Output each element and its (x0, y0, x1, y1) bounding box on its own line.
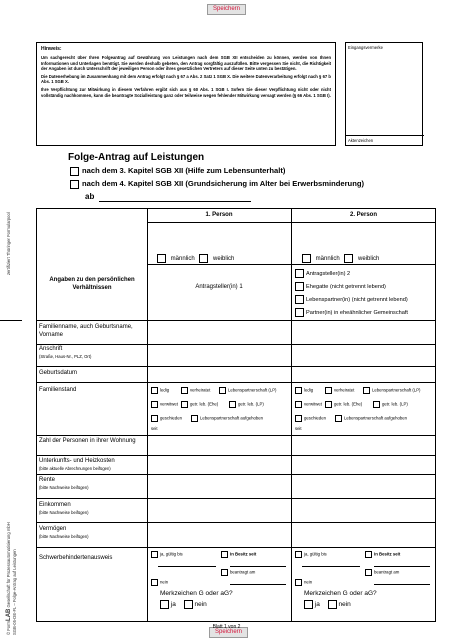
p2-widowed (295, 401, 322, 408)
brand-logo: LAB (6, 608, 12, 621)
person-2-header: 2. Person (349, 212, 377, 218)
chapter-4-checkbox[interactable] (70, 180, 79, 189)
p2-widowed-checkbox[interactable] (295, 401, 302, 408)
p1-disab-yes-label: ja, gültig bis (160, 551, 183, 557)
p1-male-checkbox[interactable] (157, 254, 166, 263)
p1-sep-marr-label: getr. leb. (Ehe) (190, 401, 219, 407)
applicant-1-label: Antragsteller(in) 1 (195, 284, 243, 290)
address-row-hint: (Straße, Haus-Nr., PLZ, Ort) (39, 354, 92, 359)
p1-lp-dissolved-checkbox[interactable] (191, 415, 198, 422)
p1-disab-applied (221, 569, 255, 576)
p2-role-3 (295, 295, 408, 304)
p2-role-4 (295, 308, 408, 317)
notice-paragraph-3: Ihre Verpflichtung zur Mitwirkung in diesem Verfahren ergibt sich aus § 60 Abs. 1 SGB I. Sofern Sie dieser Verpflichtung nicht oder nicht vollständig nachkommen, kann die beantragte Sozialleistung ganz oder teilweise wegen fehlender Mitwirkung versagt werden (§ 66 Abs. 1 SGB I). (41, 86, 331, 98)
p2-lp-dissolved-label: Lebenspartnerschaft aufgehoben (344, 415, 408, 421)
family-row-label: Familienstand (39, 387, 77, 393)
p2-disab-applied-checkbox[interactable] (365, 569, 372, 576)
p2-female-label: weiblich (358, 256, 380, 263)
p1-disab-owned-label: In Besitz seit (230, 551, 257, 557)
row-line-persons (36, 455, 436, 456)
p2-sep-lp-checkbox[interactable] (373, 401, 380, 408)
p2-marks-yes-checkbox[interactable] (304, 600, 313, 609)
side-certification-text: zertifiziert Thüringer Formularpool (6, 212, 11, 275)
p2-sep-marr-label: getr. leb. (Ehe) (334, 401, 363, 407)
p2-valid-until-field[interactable] (302, 566, 360, 567)
p2-disab-yes-checkbox[interactable] (295, 551, 302, 558)
option-chapter-4 (70, 179, 364, 189)
p2-married (325, 387, 354, 394)
p2-disab-owned-checkbox[interactable] (365, 551, 372, 558)
p1-disab-owned (221, 551, 256, 558)
row-line-gender (147, 264, 436, 265)
assets-row-hint: (bitte Nachweise beifügen) (39, 534, 89, 539)
p1-widowed-checkbox[interactable] (151, 401, 158, 408)
file-ref-label: Aktenzeichen (348, 138, 374, 143)
p2-marks-no-label: nein (338, 601, 351, 609)
p1-disab-applied-label: beantragt am (230, 569, 256, 575)
p2-disab-yes (295, 551, 327, 558)
save-button-bottom[interactable]: Speichern (209, 627, 248, 638)
p2-role-1-label: Antragsteller(in) 2 (306, 270, 351, 277)
p2-disab-applied-label: beantragt am (374, 569, 400, 575)
p1-married-label: verheiratet (190, 387, 211, 393)
p2-disab-no-checkbox[interactable] (295, 579, 302, 586)
p1-owned-since-field[interactable] (230, 566, 286, 567)
p1-applied-date-field[interactable] (230, 584, 286, 585)
stamp-divider (346, 135, 424, 136)
costs-row-label[interactable]: Unterkunfts- und Heizkosten (39, 458, 115, 464)
p1-married-checkbox[interactable] (181, 387, 188, 394)
p1-sep-lp-label: getr. leb. (LP) (238, 401, 264, 407)
row-line-address (36, 366, 436, 367)
p1-sep-marr (181, 401, 218, 408)
p2-disab-no-label: nein (304, 579, 313, 585)
p1-widowed (151, 401, 178, 408)
row-line-header (147, 222, 436, 223)
p1-widowed-label: verwitwet (160, 401, 178, 407)
p2-disab-owned-label: In Besitz seit (374, 551, 401, 557)
option-chapter-3 (70, 166, 285, 176)
p1-since-label[interactable]: seit (151, 426, 158, 431)
p2-male-label: männlich (315, 256, 340, 263)
assets-row-label[interactable]: Vermögen (39, 526, 67, 532)
p1-divorced-checkbox[interactable] (151, 415, 158, 422)
p2-divorced-label: geschieden (304, 415, 326, 421)
chapter-3-checkbox[interactable] (70, 167, 79, 176)
p2-since-label[interactable]: seit (295, 426, 302, 431)
p2-marks-no-checkbox[interactable] (328, 600, 337, 609)
p2-disab-applied (365, 569, 399, 576)
p1-lp (219, 387, 277, 394)
chapter-3-label: nach dem 3. Kapitel SGB XII (Hilfe zum Lebensunterhalt) (82, 166, 286, 175)
p1-lp-label: Lebenspartnerschaft (LP) (228, 387, 277, 393)
address-row-label[interactable]: Anschrift (39, 346, 63, 352)
p2-female-checkbox[interactable] (344, 254, 353, 263)
pension-row-hint: (bitte Nachweise beifügen) (39, 485, 89, 490)
persons-row-label[interactable]: Zahl der Personen in ihrer Wohnung (39, 438, 136, 444)
personal-section-header: Angaben zu den persönlichen Verhältnissen (49, 277, 135, 291)
stamp-box (345, 42, 423, 146)
row-line-assets (36, 547, 436, 548)
p2-lp (363, 387, 421, 394)
p2-sep-marr (325, 401, 362, 408)
row-line-personal (36, 320, 436, 321)
row-line-pension (36, 498, 436, 499)
p1-disab-no-checkbox[interactable] (151, 579, 158, 586)
col-divider-left (147, 208, 148, 622)
p2-single-label: ledig (304, 387, 314, 393)
p2-disab-no (295, 579, 312, 586)
received-label: Eingangsvermerke (348, 45, 383, 50)
p1-disab-yes (151, 551, 183, 558)
p1-lp-checkbox[interactable] (219, 387, 226, 394)
col-divider-mid (291, 208, 292, 622)
p2-gender (302, 254, 379, 263)
p1-marks-yes-checkbox[interactable] (160, 600, 169, 609)
p1-marks-yes-label: ja (170, 601, 176, 609)
p1-sep-lp-checkbox[interactable] (229, 401, 236, 408)
row-line-costs (36, 474, 436, 475)
costs-row-hint: (bitte aktuelle Abrechnungen beifügen) (39, 466, 111, 471)
notice-paragraph-2: Die Datenerhebung im Zusammenhang mit dem Antrag erfolgt nach § 67 a Abs. 2 Satz 1 SGB X. Die weitere Datenverarbeitung erfolgt nach § 67 b Abs. 1 SGB X. (41, 73, 331, 85)
p2-sep-marr-checkbox[interactable] (325, 401, 332, 408)
p2-lp-label: Lebenspartnerschaft (LP) (372, 387, 421, 393)
p1-lp-dissolved-label: Lebenspartnerschaft aufgehoben (200, 415, 264, 421)
brand-prefix: © Form (6, 620, 11, 635)
chapter-4-label: nach dem 4. Kapitel SGB XII (Grundsicherung im Alter bei Erwerbsminderung) (82, 179, 365, 188)
income-row-hint: (bitte Nachweise beifügen) (39, 510, 89, 515)
p1-male-label: männlich (170, 256, 195, 263)
p1-disab-applied-checkbox[interactable] (221, 569, 228, 576)
p2-role-1 (295, 269, 350, 278)
p1-divorced-label: geschieden (160, 415, 182, 421)
p2-role-2-checkbox[interactable] (295, 282, 304, 291)
p2-role-4-checkbox[interactable] (295, 308, 304, 317)
p1-female-label: weiblich (213, 256, 235, 263)
p1-gender (157, 254, 234, 263)
p1-single-checkbox[interactable] (151, 387, 158, 394)
p2-role-3-checkbox[interactable] (295, 295, 304, 304)
notice-paragraph-1: Um sachgerecht über Ihren Folgeantrag auf Gewährung von Leistungen nach dem SGB XII entscheiden zu können, werden von Ihnen Informationen und Unterlagen benötigt. Sie werden deshalb gebeten, den Antrag sorgfältig auszufüllen. Bitte vergessen Sie nicht, die Richtigkeit der Angaben ist durch Unterschrift der jeweiligen Person oder ihres gesetzlichen Vertreters auf dieser Seite unten zu bestätigen. (41, 55, 331, 72)
income-row-label[interactable]: Einkommen (39, 502, 71, 508)
p2-male-checkbox[interactable] (302, 254, 311, 263)
p2-married-checkbox[interactable] (325, 387, 332, 394)
row-line-income (36, 522, 436, 523)
p2-sep-lp (373, 401, 408, 408)
p2-applied-date-field[interactable] (374, 584, 430, 585)
p1-single (151, 387, 169, 394)
p2-married-label: verheiratet (334, 387, 355, 393)
p1-disab-owned-checkbox[interactable] (221, 551, 228, 558)
name-row-label[interactable]: Familienname, auch Geburtsname, Vorname (39, 324, 133, 338)
p2-lp-dissolved-checkbox[interactable] (335, 415, 342, 422)
p2-disab-yes-label: ja, gültig bis (304, 551, 327, 557)
p2-owned-since-field[interactable] (374, 566, 430, 567)
disability-row-label: Schwerbehindertenausweis (39, 555, 113, 561)
p2-divorced (295, 415, 326, 422)
p1-marks-no-label: nein (194, 601, 207, 609)
birth-row-label[interactable]: Geburtsdatum (39, 370, 78, 376)
p1-divorced (151, 415, 182, 422)
p2-single-checkbox[interactable] (295, 387, 302, 394)
page-indicator: Blatt 1 von 2 (212, 624, 241, 630)
save-button-top[interactable]: Speichern (207, 4, 246, 15)
p1-valid-until-field[interactable] (158, 566, 216, 567)
p2-divorced-checkbox[interactable] (295, 415, 302, 422)
p1-marks-question: Merkzeichen G oder aG? (160, 590, 233, 597)
p1-marks-no-checkbox[interactable] (184, 600, 193, 609)
from-date-field[interactable] (99, 201, 251, 202)
p1-married (181, 387, 210, 394)
row-line-name (36, 344, 436, 345)
p1-disab-no-label: nein (160, 579, 169, 585)
notice-title: Hinweis: (41, 46, 62, 52)
form-title: Folge-Antrag auf Leistungen (68, 152, 205, 163)
side-form-id: SGB-05-DE-FL – Folge-Antrag auf Leistungen (12, 549, 17, 635)
p2-role-3-label: Lebenspartner(in) (nicht getrennt lebend) (306, 296, 408, 303)
row-line-family (36, 435, 436, 436)
from-label: ab (85, 192, 95, 201)
p1-sep-lp (229, 401, 264, 408)
p2-role-2-label: Ehegatte (nicht getrennt lebend) (306, 283, 386, 290)
p2-lp-checkbox[interactable] (363, 387, 370, 394)
p1-sep-marr-checkbox[interactable] (181, 401, 188, 408)
p1-lp-dissolved (191, 415, 263, 422)
p2-sep-lp-label: getr. leb. (LP) (382, 401, 408, 407)
p2-marks-options (304, 600, 351, 609)
p1-single-label: ledig (160, 387, 170, 393)
p2-lp-dissolved (335, 415, 407, 422)
p2-marks-question: Merkzeichen G oder aG? (304, 590, 377, 597)
row-line-birth (36, 382, 436, 383)
p2-role-4-label: Partner(in) in eheähnlicher Gemeinschaft (306, 309, 408, 316)
p2-role-1-checkbox[interactable] (295, 269, 304, 278)
p2-single (295, 387, 313, 394)
p2-widowed-label: verwitwet (304, 401, 322, 407)
pension-row-label[interactable]: Rente (39, 477, 56, 483)
person-1-header: 1. Person (205, 212, 233, 218)
p1-female-checkbox[interactable] (199, 254, 208, 263)
p2-disab-owned (365, 551, 400, 558)
notice-box (36, 42, 336, 146)
p2-role-2 (295, 282, 386, 291)
p1-disab-yes-checkbox[interactable] (151, 551, 158, 558)
p1-disab-no (151, 579, 168, 586)
p1-marks-options (160, 600, 207, 609)
fold-mark (0, 320, 22, 321)
brand-company: Gesellschaft für Prozessautomatisierung mbH (6, 522, 11, 609)
p2-marks-yes-label: ja (314, 601, 320, 609)
